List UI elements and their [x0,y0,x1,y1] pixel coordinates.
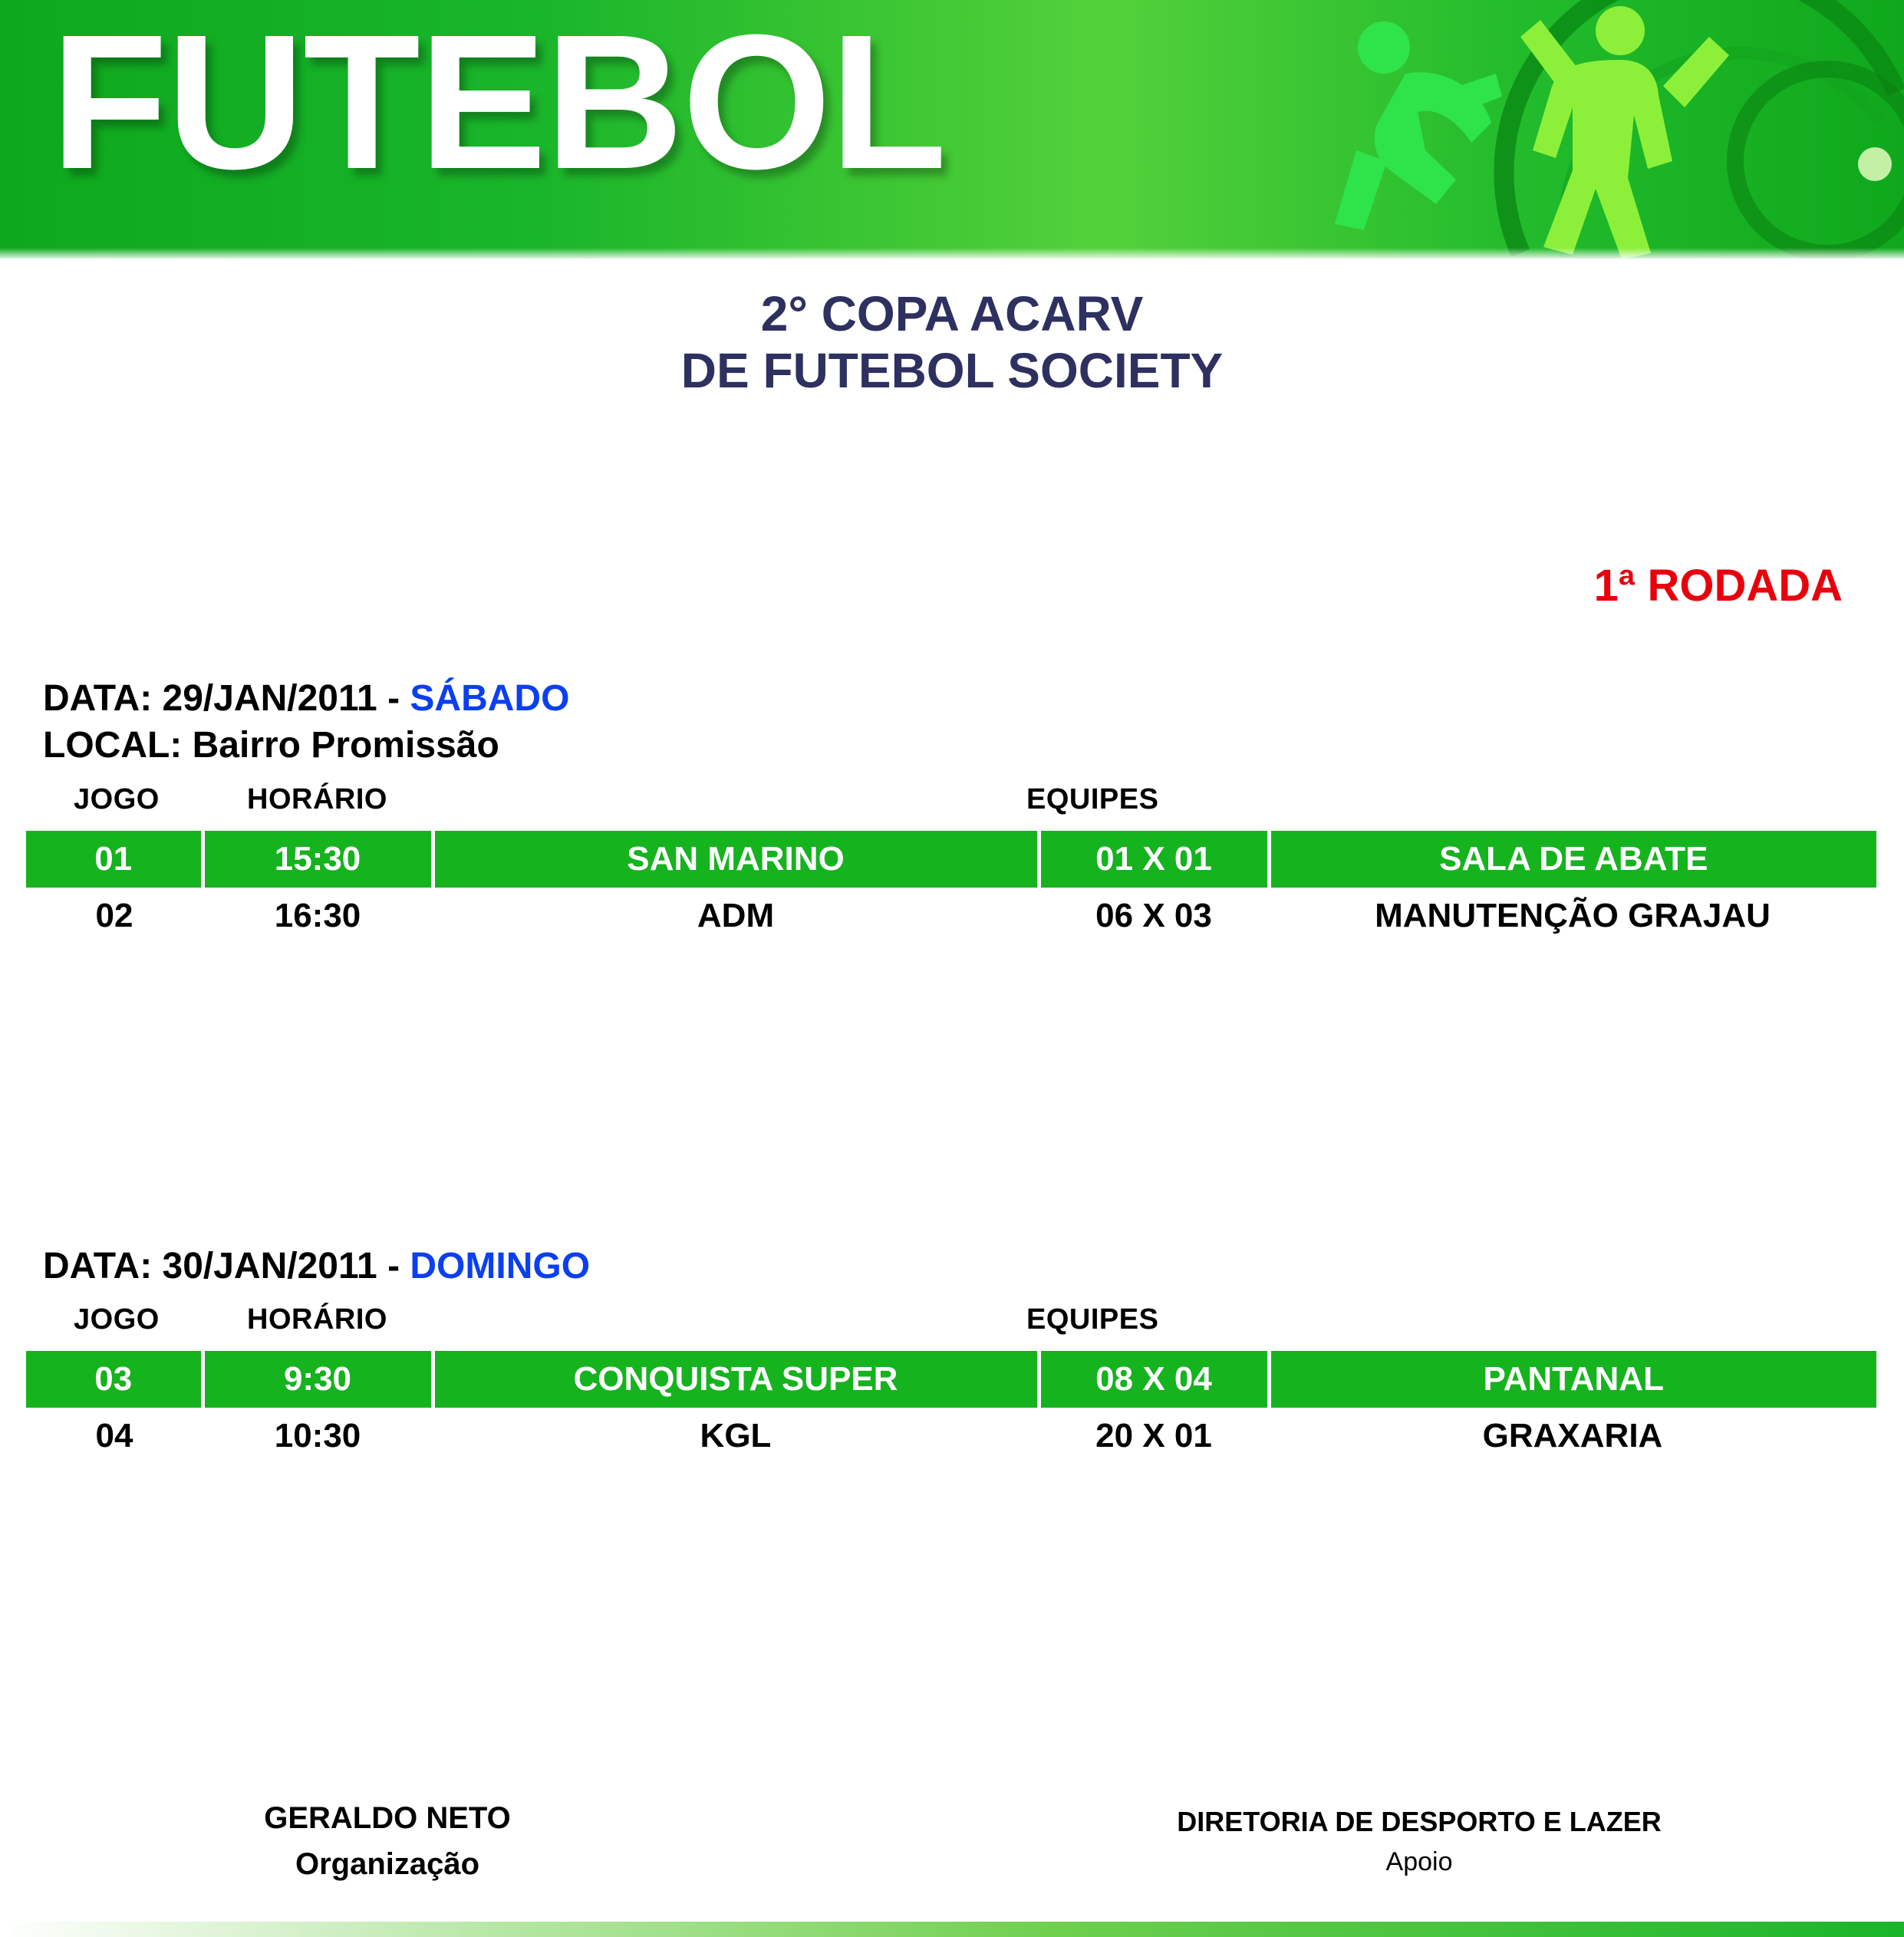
cell-horario: 16:30 [274,896,361,934]
round-number: 1ª [1593,561,1636,611]
header-banner [0,0,1904,259]
footer-support [1074,1801,1764,1882]
date-row [43,1243,1904,1290]
cell-away-team: MANUTENÇÃO GRAJAU [1375,896,1771,934]
cell-horario: 10:30 [274,1417,361,1455]
column-header-horario: HORÁRIO [247,782,387,815]
organizer-name: GERALDO NETO [264,1801,511,1835]
day-block-sunday [0,1243,1904,1464]
table-row [26,1408,1876,1464]
cell-home-team: SAN MARINO [433,831,1039,888]
table-row [26,831,1876,888]
cell-home-team: KGL [700,1417,772,1455]
table-row [26,1351,1876,1408]
support-org: DIRETORIA DE DESPORTO E LAZER [1177,1806,1662,1837]
column-header-jogo: JOGO [74,782,160,815]
weekday-label: DOMINGO [410,1246,591,1286]
games-table [26,1351,1876,1464]
date-label: DATA: 29/JAN/2011 - [43,678,410,719]
round-label [1594,560,1843,611]
round-word: RODADA [1635,561,1843,611]
cell-horario: 15:30 [203,831,433,888]
column-headers [0,783,1904,831]
cell-away-team: GRAXARIA [1482,1417,1663,1455]
day-meta [43,1243,1904,1290]
cell-score: 08 X 04 [1039,1351,1269,1408]
cell-score: 06 X 03 [1095,896,1212,934]
banner-fade [0,248,1904,259]
table-row [26,888,1876,944]
local-label: LOCAL: Bairro Promissão [43,725,499,766]
cell-jogo: 04 [95,1417,133,1455]
banner-title: FUTEBOL [51,0,946,209]
cell-score: 20 X 01 [1095,1417,1212,1455]
support-label: Apoio [1385,1847,1453,1876]
column-header-jogo: JOGO [74,1303,160,1336]
column-headers [0,1303,1904,1351]
soccer-players-logo-icon [1290,0,1904,259]
footer-strip [0,1922,1904,1937]
organizer-role: Organização [295,1847,480,1881]
weekday-label: SÁBADO [410,678,570,719]
event-title [0,285,1904,399]
column-header-horario: HORÁRIO [247,1303,387,1336]
day-meta [43,675,1904,769]
cell-home-team: ADM [697,896,775,934]
column-header-equipes: EQUIPES [1026,782,1159,815]
cell-away-team: PANTANAL [1269,1351,1876,1408]
cell-horario: 9:30 [203,1351,433,1408]
cell-home-team: CONQUISTA SUPER [433,1351,1039,1408]
date-row [43,675,1904,722]
day-block-saturday [0,675,1904,944]
cell-jogo: 02 [95,896,133,934]
cell-score: 01 X 01 [1039,831,1269,888]
cell-jogo: 03 [26,1351,203,1408]
event-title-line2: DE FUTEBOL SOCIETY [680,343,1224,399]
games-table [26,831,1876,944]
cell-jogo: 01 [26,831,203,888]
cell-away-team: SALA DE ABATE [1269,831,1876,888]
footer-organizer [165,1795,610,1887]
date-label: DATA: 30/JAN/2011 - [43,1246,410,1286]
column-header-equipes: EQUIPES [1026,1303,1159,1336]
event-title-line1: 2° COPA ACARV [760,286,1144,341]
